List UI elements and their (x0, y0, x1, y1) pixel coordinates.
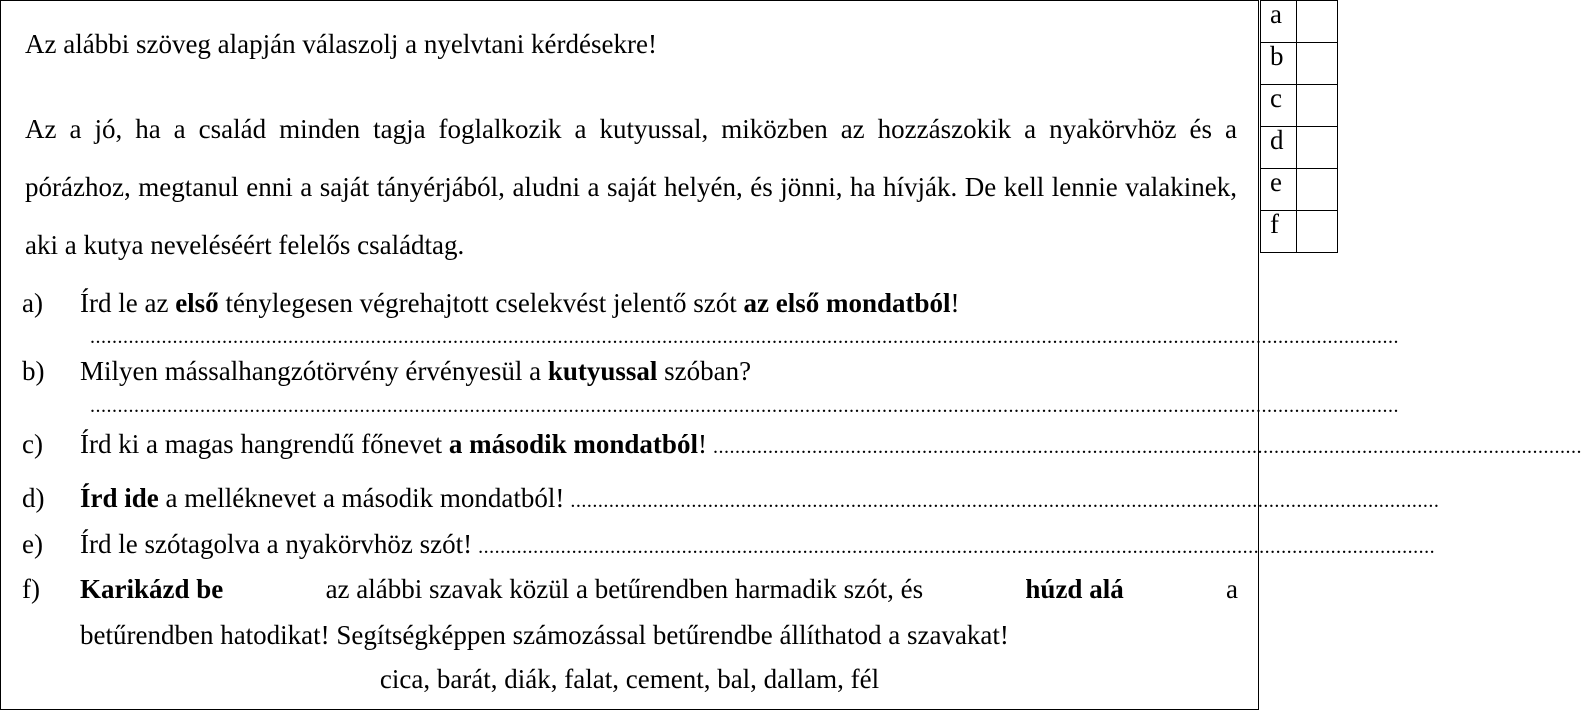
answer-line-e[interactable]: .............................................................................................................................................................................. (478, 536, 1436, 558)
score-cell[interactable] (1297, 43, 1338, 85)
score-label: b (1261, 43, 1297, 85)
score-label: f (1261, 211, 1297, 253)
question-letter: b) (22, 356, 45, 386)
question-letter: c) (22, 429, 43, 459)
score-cell[interactable] (1297, 169, 1338, 211)
answer-line-b[interactable]: .............................................................................................................................................................................................................................................. (90, 395, 1399, 417)
question-text: Írd ide a melléknevet a második mondatból! .............................................................................................................................................................. (80, 483, 1440, 513)
score-label: e (1261, 169, 1297, 211)
word-list: cica, barát, diák, falat, cement, bal, dallam, fél (379, 664, 880, 694)
question-text: Karikázd be az alábbi szavak közül a betűrendben harmadik szót, és húzd alá a betűrendben hatodikat! Segítségképpen számozással betűrendbe állíthatod a szavakat! (80, 574, 1238, 650)
question-text: Írd le az első ténylegesen végrehajtott cselekvést jelentő szót az első mondatból! (80, 288, 960, 318)
score-label: c (1261, 85, 1297, 127)
question-letter: f) (22, 574, 40, 604)
instruction: Az alábbi szöveg alapján válaszolj a nyelvtani kérdésekre! (25, 29, 657, 59)
answer-line-a[interactable]: .............................................................................................................................................................................................................................................. (90, 326, 1399, 348)
score-label: a (1261, 1, 1297, 43)
question-letter: e) (22, 529, 43, 559)
question-text: Írd le szótagolva a nyakörvhöz szót! .............................................................................................................................................................................. (80, 529, 1436, 559)
question-letter: a) (22, 288, 43, 318)
question-text: Milyen mássalhangzótörvény érvényesül a kutyussal szóban? (80, 356, 752, 386)
answer-line-c[interactable]: .............................................................................................................................................................. (712, 436, 1582, 458)
score-cell[interactable] (1297, 85, 1338, 127)
score-cell[interactable] (1297, 1, 1338, 43)
score-cell[interactable] (1297, 127, 1338, 169)
question-letter: d) (22, 483, 45, 513)
score-cell[interactable] (1297, 211, 1338, 253)
score-grid (1260, 0, 1338, 253)
score-label: d (1261, 127, 1297, 169)
question-f (22, 573, 1238, 650)
answer-line-d[interactable]: .............................................................................................................................................................. (570, 490, 1440, 512)
reading-passage: Az a jó, ha a család minden tagja foglalkozik a kutyussal, miközben az hozzászokik a nyakörvhöz és a pórázhoz, megtanul enni a saját tányérjából, aludni a saját helyén, és jönni, ha hívják. De kell lennie valakinek, aki a kutya neveléséért felelős családtag. (25, 114, 1237, 260)
question-text: Írd ki a magas hangrendű főnevet a második mondatból! .............................................................................................................................................................. (80, 429, 1582, 459)
question-text-line2: betűrendben hatodikat! Segítségképpen számozással betűrendbe állíthatod a szavakat! (80, 620, 1009, 650)
